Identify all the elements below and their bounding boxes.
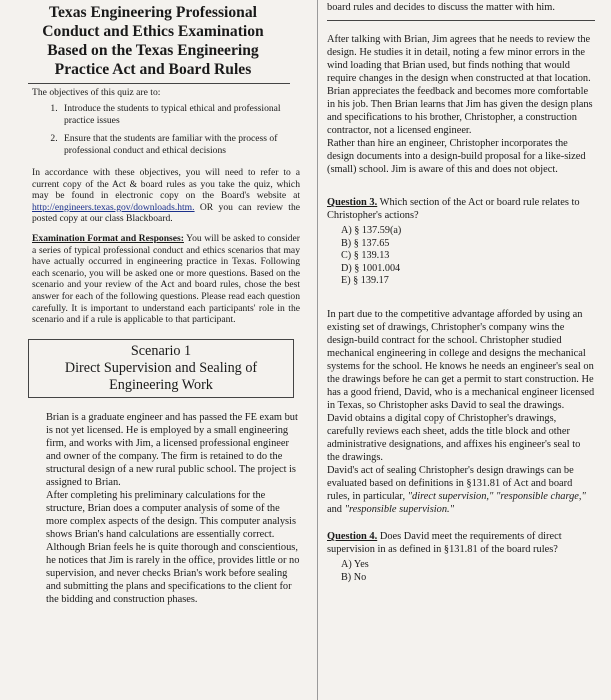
option-item[interactable]: C) § 139.13 <box>341 250 390 262</box>
question-4-label: Question 4. <box>327 530 378 542</box>
option-item[interactable]: D) § 1001.004 <box>341 262 401 274</box>
scenario-title-line: Engineering Work <box>109 376 213 393</box>
title-line: Conduct and Ethics Examination <box>42 23 264 40</box>
scenario-title-line: Scenario 1 <box>130 342 192 359</box>
objective-item: 2. Ensure that the students are familiar with the process of professional conduct and ethical decisions <box>60 133 300 157</box>
question-3 <box>327 196 595 222</box>
brian-paragraph-3: Although Brian feels he is quite thorough and conscientious, he notices that Jim is rarely in the office, provides little or no supervision, and never checks Brian's work before sealing and submitting the plans and specifications to the client for the bidding and construction phases. <box>46 541 300 605</box>
accordance-text: In accordance with these objectives, you will need to refer to a current copy of the Act & board rules as you take the quiz, which may be found in electronic copy on the Board's website at <box>32 167 300 202</box>
question-4 <box>327 530 595 556</box>
left-column <box>32 0 300 606</box>
option-item[interactable]: E) § 139.17 <box>341 275 389 287</box>
question-3-options <box>341 225 595 288</box>
david-paragraph: David obtains a digital copy of Christopher's drawings, carefully reviews each sheet, adds the title block and other administrative designations, and affixes his engineer's seal to the drawings. <box>327 412 581 463</box>
exam-format-paragraph <box>32 233 300 326</box>
competition-paragraph: In part due to the competitive advantage afforded by using an existing set of drawings, Christopher's company wins the design-build contract for the school. Christopher studied mechanical engineering in college and designs the mechanical systems for the school. He knows he needs an engineer's seal on the drawings before he can get a permit to start construction. He has a good friend, David, who is a mechanical engineer licensed in Texas, so Christopher asks David to seal the drawings. <box>327 308 595 411</box>
exam-format-heading: Examination Format and Responses: <box>32 232 184 244</box>
accordance-paragraph <box>32 167 300 225</box>
accordance-tail: OR you can review the posted copy at our class Blackboard. <box>32 201 300 225</box>
title-line: Texas Engineering Professional <box>49 4 257 21</box>
option-item[interactable]: B) § 137.65 <box>341 237 390 249</box>
brian-paragraph-1: Brian is a graduate engineer and has passed the FE exam but is not yet licensed. He is employed by a small engineering firm, and works with Jim, a licensed professional engineer and owner of the company. The firm is retained to do the structural design of a new rural public school. The project is assigned to Brian. <box>46 411 298 488</box>
objective-item: 1. Introduce the students to typical ethical and professional practice issues <box>60 103 300 127</box>
scenario-title-box <box>28 339 294 398</box>
and-word: and <box>327 503 343 515</box>
scenario-title-line: Direct Supervision and Sealing of <box>64 359 258 376</box>
scenario-continuation-2 <box>327 308 595 516</box>
right-column <box>327 0 595 584</box>
title-line: Based on the Texas Engineering <box>47 42 259 59</box>
brian-paragraph-2: After completing his preliminary calculations for the structure, Brian does a computer analysis of some of the more complex aspects of the design. This computer analysis shows Brian's hand calculations are essentially correct. <box>46 489 296 540</box>
objectives-list <box>32 103 300 157</box>
title-rule <box>28 83 290 84</box>
term-responsible-supervision: "responsible supervision." <box>344 503 454 515</box>
objectives-intro: The objectives of this quiz are to: <box>32 87 161 98</box>
option-item[interactable]: A) § 137.59(a) <box>341 225 402 236</box>
question-3-text: Which section of the Act or board rule relates to Christopher's actions? <box>327 197 580 221</box>
question-4-text: Does David meet the requirements of direct supervision in as defined in §131.81 of the board rules? <box>327 530 562 555</box>
term-responsible-charge: "responsible charge," <box>495 490 586 502</box>
title-line: Practice Act and Board Rules <box>54 61 252 78</box>
document-title <box>28 3 278 79</box>
question-4-options <box>341 559 595 584</box>
option-item[interactable]: B) No <box>341 571 367 583</box>
option-item[interactable]: A) Yes <box>341 558 369 570</box>
term-direct-supervision: "direct supervision," <box>407 490 494 502</box>
question-3-label: Question 3. <box>327 197 378 208</box>
scenario-body <box>46 411 300 606</box>
sealing-text: David's act of sealing Christopher's design drawings can be evaluated based on definitions in §131.81 of Act and board rules, in particular, <box>327 464 574 502</box>
exam-format-text: You will be asked to consider a series of typical professional conduct and ethics scenarios that may have actually occurred in engineering practice in Texas. Following each scenario, you will be asked one or more questions. Based on the scenario and your review of the Act and board rules, chose the best answer for each of the following questions. Please read each question carefully. It is important to understand each participants' role in the scenario and if a rule is applicable to that participant. <box>32 232 300 326</box>
top-rule <box>327 20 595 21</box>
column-divider <box>317 0 318 700</box>
jim-paragraph: After talking with Brian, Jim agrees that he needs to review the design. He studies it in detail, noting a few minor errors in the wind loading that Brian used, but finds nothing that would require changes in the design when constructed at that location. <box>327 34 591 84</box>
scenario-continuation <box>327 33 595 176</box>
sealing-paragraph <box>327 464 595 516</box>
continued-line: board rules and decides to discuss the matter with him. <box>327 2 555 13</box>
brian-paragraph: Brian appreciates the feedback and becomes more comfortable in his job. Then Brian learns that Jim has given the design plans and specifications to his brother, Christopher, a construction contractor, not a licensed engineer. <box>327 86 593 136</box>
christopher-paragraph: Rather than hire an engineer, Christopher incorporates the design documents into a design-build proposal for a like-sized (small) school. Jim is aware of this and does not object. <box>327 138 586 175</box>
board-website-link[interactable]: http://engineers.texas.gov/downloads.htm. <box>32 201 195 213</box>
